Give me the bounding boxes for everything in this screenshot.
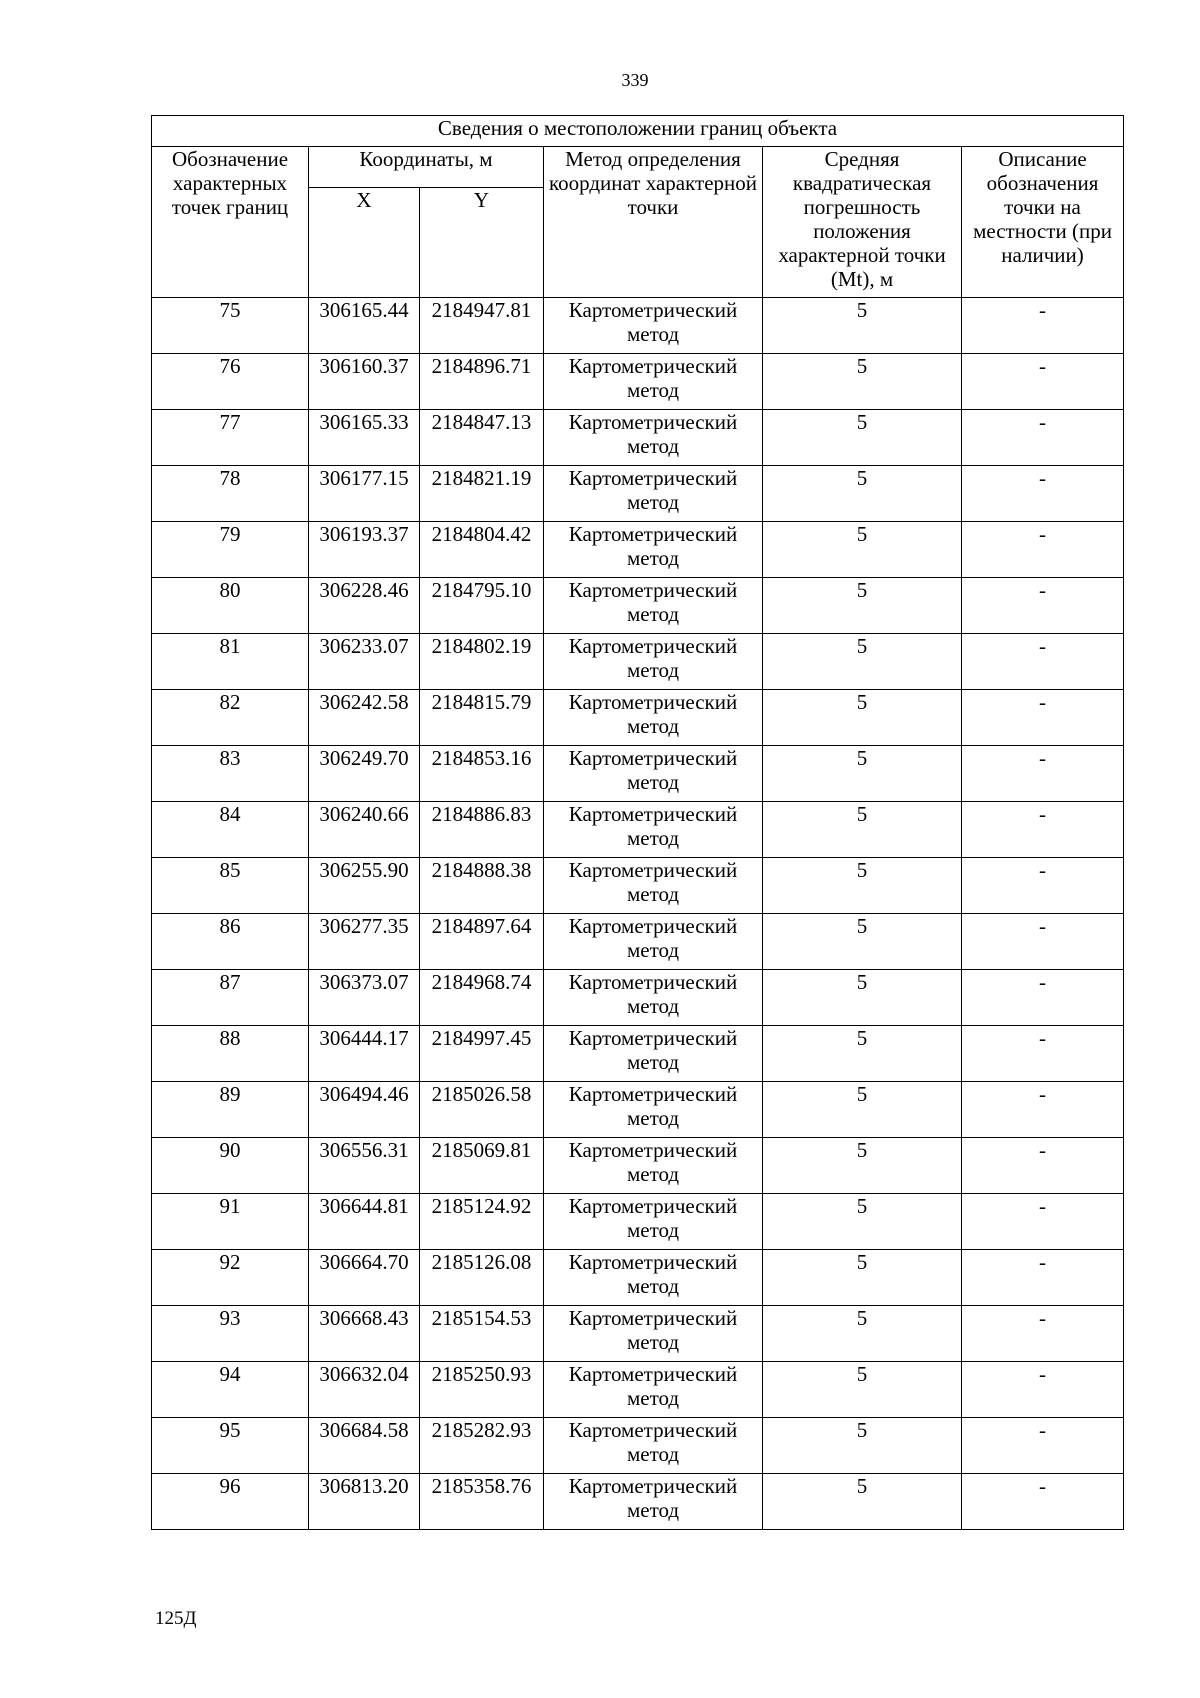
cell-x: 306813.20 (309, 1474, 420, 1530)
table-row (152, 354, 1124, 410)
cell-point: 91 (152, 1194, 309, 1250)
header-error: Средняя квадратическая погрешность положения характерной точки (Mt), м (763, 147, 962, 298)
cell-y: 2185358.76 (420, 1474, 544, 1530)
table-row (152, 1362, 1124, 1418)
cell-y: 2184886.83 (420, 802, 544, 858)
header-description: Описание обозначения точки на местности (при наличии) (962, 147, 1124, 298)
cell-description: - (962, 1138, 1124, 1194)
cell-point: 86 (152, 914, 309, 970)
cell-error: 5 (763, 1026, 962, 1082)
cell-error: 5 (763, 1138, 962, 1194)
table-row (152, 1138, 1124, 1194)
cell-description: - (962, 802, 1124, 858)
cell-description: - (962, 1474, 1124, 1530)
table-title-row (152, 116, 1124, 147)
cell-y: 2184795.10 (420, 578, 544, 634)
cell-point: 90 (152, 1138, 309, 1194)
cell-error: 5 (763, 634, 962, 690)
cell-y: 2184804.42 (420, 522, 544, 578)
cell-description: - (962, 1026, 1124, 1082)
cell-description: - (962, 466, 1124, 522)
cell-method: Картометрический метод (544, 802, 763, 858)
cell-error: 5 (763, 1362, 962, 1418)
cell-y: 2184896.71 (420, 354, 544, 410)
cell-x: 306240.66 (309, 802, 420, 858)
cell-x: 306632.04 (309, 1362, 420, 1418)
boundary-coordinates-table (151, 115, 1124, 1530)
table-row (152, 1026, 1124, 1082)
cell-point: 75 (152, 298, 309, 354)
header-y: Y (420, 188, 544, 298)
cell-description: - (962, 354, 1124, 410)
table-row (152, 746, 1124, 802)
cell-point: 89 (152, 1082, 309, 1138)
cell-error: 5 (763, 970, 962, 1026)
cell-error: 5 (763, 802, 962, 858)
cell-error: 5 (763, 1194, 962, 1250)
cell-x: 306249.70 (309, 746, 420, 802)
header-point: Обозначение характерных точек границ (152, 147, 309, 298)
table-row (152, 1250, 1124, 1306)
cell-point: 93 (152, 1306, 309, 1362)
cell-error: 5 (763, 690, 962, 746)
cell-method: Картометрический метод (544, 690, 763, 746)
cell-y: 2184888.38 (420, 858, 544, 914)
cell-error: 5 (763, 1474, 962, 1530)
cell-point: 92 (152, 1250, 309, 1306)
table-row (152, 858, 1124, 914)
cell-description: - (962, 1418, 1124, 1474)
cell-description: - (962, 298, 1124, 354)
cell-y: 2184968.74 (420, 970, 544, 1026)
cell-error: 5 (763, 858, 962, 914)
cell-y: 2184802.19 (420, 634, 544, 690)
cell-point: 85 (152, 858, 309, 914)
cell-method: Картометрический метод (544, 466, 763, 522)
cell-error: 5 (763, 1306, 962, 1362)
cell-x: 306165.33 (309, 410, 420, 466)
table-row (152, 522, 1124, 578)
cell-x: 306494.46 (309, 1082, 420, 1138)
cell-point: 82 (152, 690, 309, 746)
cell-point: 94 (152, 1362, 309, 1418)
cell-point: 81 (152, 634, 309, 690)
cell-point: 80 (152, 578, 309, 634)
header-method: Метод определения координат характерной точки (544, 147, 763, 298)
cell-x: 306668.43 (309, 1306, 420, 1362)
cell-y: 2184947.81 (420, 298, 544, 354)
header-x: X (309, 188, 420, 298)
cell-description: - (962, 634, 1124, 690)
cell-error: 5 (763, 1418, 962, 1474)
cell-method: Картометрический метод (544, 1138, 763, 1194)
cell-description: - (962, 1250, 1124, 1306)
cell-description: - (962, 1306, 1124, 1362)
cell-method: Картометрический метод (544, 578, 763, 634)
cell-point: 83 (152, 746, 309, 802)
table-row (152, 1194, 1124, 1250)
cell-error: 5 (763, 298, 962, 354)
cell-x: 306233.07 (309, 634, 420, 690)
cell-method: Картометрический метод (544, 1418, 763, 1474)
cell-x: 306165.44 (309, 298, 420, 354)
cell-point: 76 (152, 354, 309, 410)
cell-y: 2184815.79 (420, 690, 544, 746)
cell-method: Картометрический метод (544, 1194, 763, 1250)
table-row (152, 1082, 1124, 1138)
cell-method: Картометрический метод (544, 914, 763, 970)
cell-method: Картометрический метод (544, 410, 763, 466)
cell-point: 79 (152, 522, 309, 578)
cell-point: 96 (152, 1474, 309, 1530)
cell-error: 5 (763, 1250, 962, 1306)
cell-description: - (962, 410, 1124, 466)
cell-description: - (962, 858, 1124, 914)
cell-y: 2184997.45 (420, 1026, 544, 1082)
cell-point: 87 (152, 970, 309, 1026)
cell-y: 2185026.58 (420, 1082, 544, 1138)
table-row (152, 1306, 1124, 1362)
cell-error: 5 (763, 354, 962, 410)
cell-method: Картометрический метод (544, 298, 763, 354)
cell-x: 306444.17 (309, 1026, 420, 1082)
table-row (152, 578, 1124, 634)
cell-method: Картометрический метод (544, 1306, 763, 1362)
cell-method: Картометрический метод (544, 634, 763, 690)
cell-description: - (962, 522, 1124, 578)
cell-x: 306277.35 (309, 914, 420, 970)
cell-method: Картометрический метод (544, 1474, 763, 1530)
cell-point: 95 (152, 1418, 309, 1474)
cell-method: Картометрический метод (544, 746, 763, 802)
cell-method: Картометрический метод (544, 970, 763, 1026)
cell-point: 84 (152, 802, 309, 858)
cell-x: 306177.15 (309, 466, 420, 522)
cell-y: 2185069.81 (420, 1138, 544, 1194)
cell-y: 2184897.64 (420, 914, 544, 970)
cell-method: Картометрический метод (544, 522, 763, 578)
cell-x: 306255.90 (309, 858, 420, 914)
cell-x: 306684.58 (309, 1418, 420, 1474)
cell-y: 2185250.93 (420, 1362, 544, 1418)
cell-method: Картометрический метод (544, 1026, 763, 1082)
cell-x: 306664.70 (309, 1250, 420, 1306)
cell-x: 306193.37 (309, 522, 420, 578)
cell-y: 2184853.16 (420, 746, 544, 802)
cell-error: 5 (763, 410, 962, 466)
cell-error: 5 (763, 1082, 962, 1138)
cell-error: 5 (763, 466, 962, 522)
cell-description: - (962, 1082, 1124, 1138)
header-row (152, 147, 1124, 188)
page-number: 339 (621, 70, 649, 90)
table-row (152, 1418, 1124, 1474)
table-row (152, 298, 1124, 354)
cell-y: 2185282.93 (420, 1418, 544, 1474)
cell-x: 306160.37 (309, 354, 420, 410)
cell-y: 2184847.13 (420, 410, 544, 466)
cell-point: 78 (152, 466, 309, 522)
cell-error: 5 (763, 914, 962, 970)
cell-point: 88 (152, 1026, 309, 1082)
table-row (152, 466, 1124, 522)
table-row (152, 970, 1124, 1026)
cell-x: 306644.81 (309, 1194, 420, 1250)
cell-y: 2185154.53 (420, 1306, 544, 1362)
document-code: 125Д (155, 1608, 197, 1629)
cell-error: 5 (763, 522, 962, 578)
cell-method: Картометрический метод (544, 1250, 763, 1306)
cell-description: - (962, 746, 1124, 802)
cell-x: 306228.46 (309, 578, 420, 634)
cell-y: 2185124.92 (420, 1194, 544, 1250)
cell-y: 2184821.19 (420, 466, 544, 522)
table-row (152, 802, 1124, 858)
cell-method: Картометрический метод (544, 858, 763, 914)
cell-description: - (962, 690, 1124, 746)
header-coordinates: Координаты, м (309, 147, 544, 188)
cell-description: - (962, 914, 1124, 970)
cell-method: Картометрический метод (544, 1362, 763, 1418)
cell-x: 306556.31 (309, 1138, 420, 1194)
table-row (152, 914, 1124, 970)
cell-description: - (962, 1362, 1124, 1418)
cell-x: 306373.07 (309, 970, 420, 1026)
cell-error: 5 (763, 746, 962, 802)
cell-description: - (962, 970, 1124, 1026)
cell-method: Картометрический метод (544, 1082, 763, 1138)
cell-point: 77 (152, 410, 309, 466)
cell-y: 2185126.08 (420, 1250, 544, 1306)
table-row (152, 634, 1124, 690)
table-row (152, 690, 1124, 746)
table-row (152, 1474, 1124, 1530)
cell-description: - (962, 1194, 1124, 1250)
cell-error: 5 (763, 578, 962, 634)
table-row (152, 410, 1124, 466)
table-title: Сведения о местоположении границ объекта (152, 116, 1124, 147)
cell-method: Картометрический метод (544, 354, 763, 410)
cell-x: 306242.58 (309, 690, 420, 746)
cell-description: - (962, 578, 1124, 634)
